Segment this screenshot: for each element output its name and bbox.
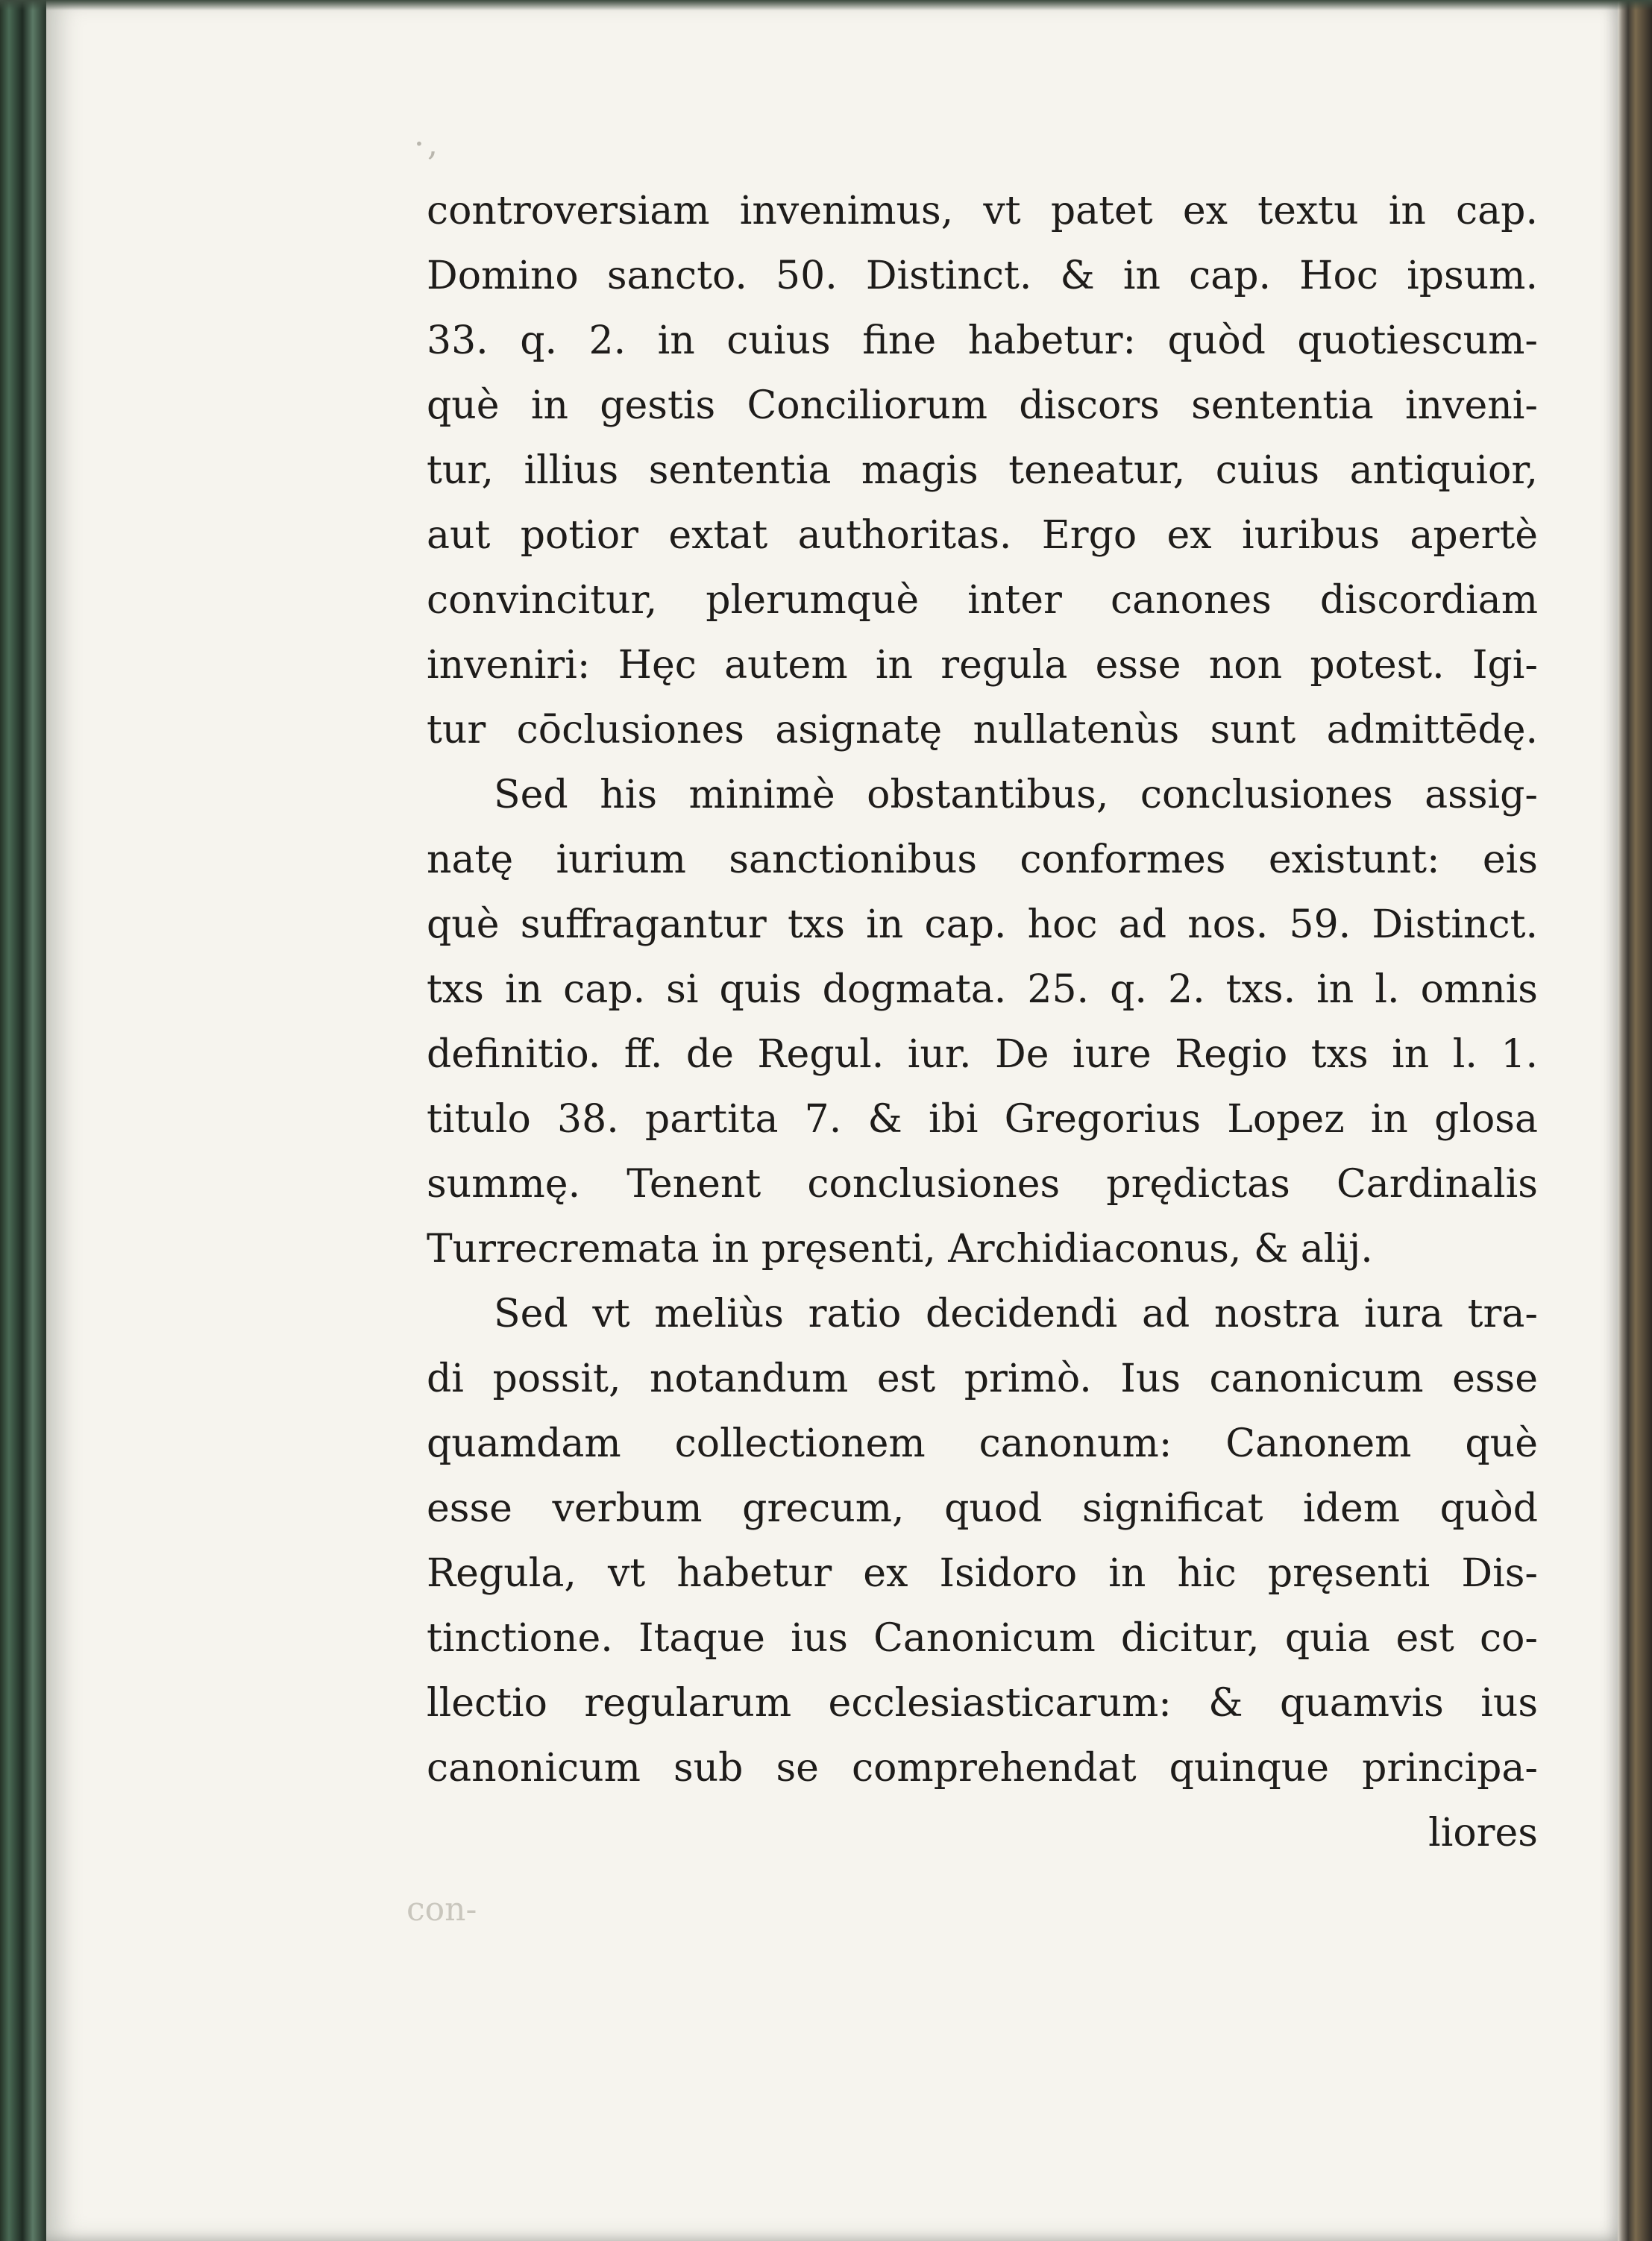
paragraph-first-line: Sed his minimè obstantibus, conclusiones assig- xyxy=(494,773,1538,817)
text-line: Domino sancto. 50. Distinct. & in cap. Hoc ipsum. xyxy=(427,254,1538,298)
folio-mark: ·, xyxy=(414,125,441,163)
page-top-shadow xyxy=(0,0,1652,10)
text-line: llectio regularum ecclesiasticarum: & quamvis ius xyxy=(427,1681,1538,1726)
text-line: què suffragantur txs in cap. hoc ad nos. 59. Distinct. xyxy=(427,902,1538,947)
paragraph-last-line: Turrecremata in pręsenti, Archidiaconus, & alij. xyxy=(427,1227,1373,1272)
facing-page-edge xyxy=(1618,0,1652,2241)
body-text xyxy=(427,179,1538,1866)
text-line: tinctione. Itaque ius Canonicum dicitur, quia est co- xyxy=(427,1616,1538,1661)
paragraph-first-line: Sed vt meliùs ratio decidendi ad nostra iura tra- xyxy=(494,1292,1538,1336)
text-line: summę. Tenent conclusiones prędictas Cardinalis xyxy=(427,1162,1538,1207)
text-line: què in gestis Conciliorum discors sententia inveni- xyxy=(427,383,1538,428)
text-line: canonicum sub se comprehendat quinque principa- xyxy=(427,1746,1538,1791)
text-line: 33. q. 2. in cuius fine habetur: quòd quotiescum- xyxy=(427,318,1538,363)
text-line: di possit, notandum est primò. Ius canonicum esse xyxy=(427,1357,1538,1401)
show-through-text: con- xyxy=(406,1890,477,1929)
text-line: convincitur, plerumquè inter canones discordiam xyxy=(427,578,1538,623)
text-line: aut potior extat authoritas. Ergo ex iuribus apertè xyxy=(427,513,1538,558)
text-line: txs in cap. si quis dogmata. 25. q. 2. txs. in l. omnis xyxy=(427,967,1538,1012)
text-line: definitio. ff. de Regul. iur. De iure Regio txs in l. 1. xyxy=(427,1032,1538,1077)
text-line: esse verbum grecum, quod significat idem quòd xyxy=(427,1486,1538,1531)
text-line: titulo 38. partita 7. & ibi Gregorius Lopez in glosa xyxy=(427,1097,1538,1142)
text-line: controversiam invenimus, vt patet ex textu in cap. xyxy=(427,189,1538,233)
text-line: natę iurium sanctionibus conformes existunt: eis xyxy=(427,837,1538,882)
text-line: Regula, vt habetur ex Isidoro in hic pręsenti Dis- xyxy=(427,1551,1538,1596)
text-line: quamdam collectionem canonum: Canonem què xyxy=(427,1421,1538,1466)
text-line: tur cōclusiones asignatę nullatenùs sunt admittēdę. xyxy=(427,708,1538,752)
text-line: inveniri: Hęc autem in regula esse non potest. Igi- xyxy=(427,643,1538,688)
text-line: tur, illius sententia magis teneatur, cuius antiquior, xyxy=(427,448,1538,493)
catchword: liores xyxy=(1428,1811,1538,1855)
